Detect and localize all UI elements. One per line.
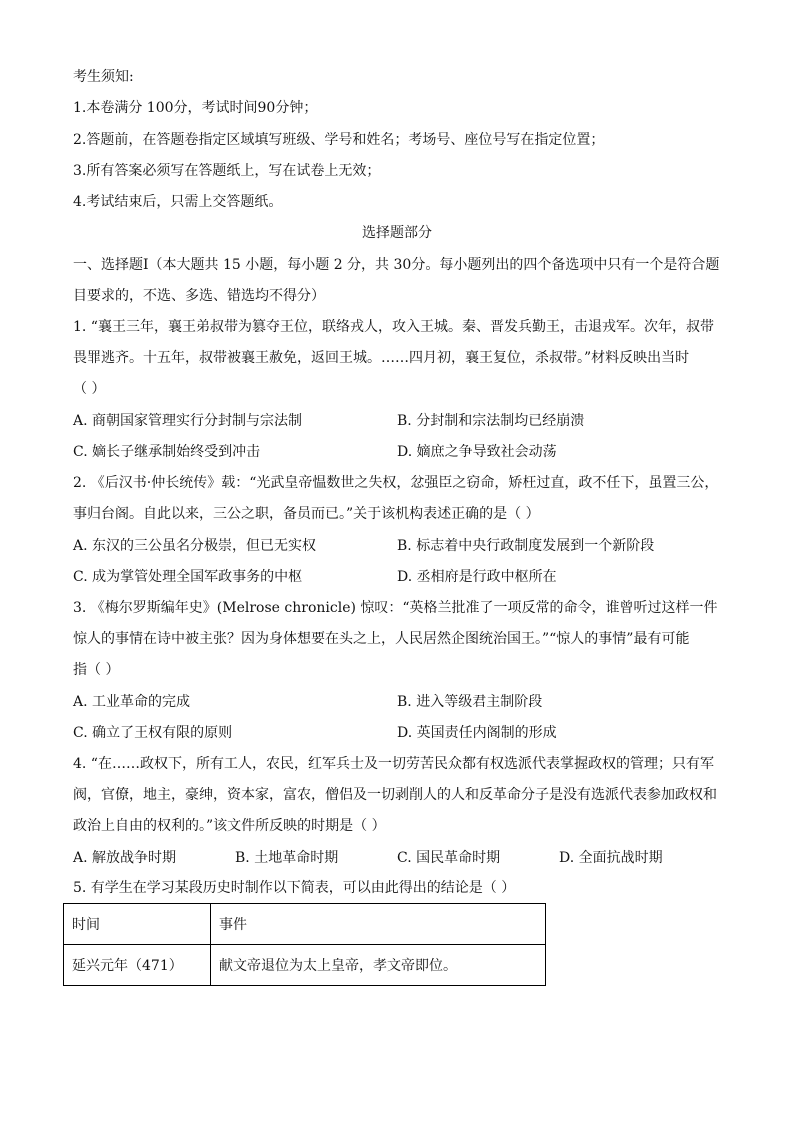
- question-1-blank: （ ）: [73, 381, 106, 397]
- notice-item: 1.本卷满分 100分，考试时间90分钟；: [73, 100, 318, 116]
- table-header-row: [64, 904, 546, 945]
- part-heading: 一、选择题Ⅰ（本大题共 15 小题，每小题 2 分，共 30分。每小题列出的四个备选项中只有一个是符合题: [73, 257, 720, 273]
- table-header-cell: 时间: [64, 904, 211, 945]
- question-3-text: 惊人的事情在诗中被主张？因为身体想要在头之上，人民居然企图统治国王。”“惊人的事情”最有可能: [73, 631, 690, 647]
- question-3-option-d[interactable]: D. 英国责任内阁制的形成: [397, 725, 557, 741]
- question-2-option-c[interactable]: C. 成为掌管处理全国军政事务的中枢: [73, 569, 303, 585]
- question-1-text: 1. “襄王三年，襄王弟叔带为篡夺王位，联络戎人，攻入王城。秦、晋发兵勤王，击退戎军。次年，叔带: [73, 319, 714, 335]
- question-4-text: 阀，官僚，地主，豪绅，资本家，富农，僧侣及一切剥削人的人和反革命分子是没有选派代表参加政权和: [73, 787, 717, 803]
- notice-title: 考生须知:: [73, 69, 134, 85]
- question-2-option-a[interactable]: A. 东汉的三公虽名分极崇，但已无实权: [73, 538, 317, 554]
- question-1-option-b[interactable]: B. 分封制和宗法制均已经崩溃: [397, 413, 585, 429]
- table-cell: 延兴元年（471）: [64, 945, 211, 986]
- question-2-text: 2. 《后汉书·仲长统传》载：“光武皇帝愠数世之失权，忿强臣之窃命，矫枉过直，政不任下，虽置三公，: [73, 475, 719, 491]
- question-3-text: 指（ ）: [73, 662, 120, 678]
- question-3-text: 3. 《梅尔罗斯编年史》(Melrose chronicle) 惊叹：“英格兰批准了一项反常的命令，谁曾听过这样一件: [73, 600, 718, 616]
- question-4-text: 政治上自由的权利的。”该文件所反映的时期是（ ）: [73, 818, 386, 834]
- notice-item: 3.所有答案必须写在答题纸上，写在试卷上无效；: [73, 163, 381, 179]
- question-3-option-c[interactable]: C. 确立了王权有限的原则: [73, 725, 233, 741]
- notice-item: 4.考试结束后，只需上交答题纸。: [73, 194, 283, 210]
- question-4-option-a[interactable]: A. 解放战争时期: [73, 850, 177, 866]
- history-table: [63, 903, 546, 986]
- question-5-text: 5. 有学生在学习某段历史时制作以下简表，可以由此得出的结论是（ ）: [73, 880, 516, 896]
- question-1-option-c[interactable]: C. 嫡长子继承制始终受到冲击: [73, 444, 261, 460]
- question-3-option-b[interactable]: B. 进入等级君主制阶段: [397, 694, 543, 710]
- question-1-option-a[interactable]: A. 商朝国家管理实行分封制与宗法制: [73, 413, 303, 429]
- question-1-option-d[interactable]: D. 嫡庶之争导致社会动荡: [397, 444, 557, 460]
- table-header-cell: 事件: [211, 904, 546, 945]
- part-heading: 目要求的，不选、多选、错选均不得分）: [73, 288, 325, 304]
- question-4-option-d[interactable]: D. 全面抗战时期: [559, 850, 663, 866]
- question-2-option-b[interactable]: B. 标志着中央行政制度发展到一个新阶段: [397, 538, 655, 554]
- table-cell: 献文帝退位为太上皇帝，孝文帝即位。: [211, 945, 546, 986]
- notice-item: 2.答题前，在答题卷指定区域填写班级、学号和姓名；考场号、座位号写在指定位置；: [73, 132, 605, 148]
- question-4-option-b[interactable]: B. 土地革命时期: [235, 850, 339, 866]
- table-row: [64, 945, 546, 986]
- section-title: 选择题部分: [362, 225, 432, 241]
- question-4-text: 4. “在……政权下，所有工人，农民，红军兵士及一切劳苦民众都有权选派代表掌握政权的管理；只有军: [73, 756, 714, 772]
- question-2-text: 事归台阁。自此以来，三公之职，备员而已。”关于该机构表述正确的是（ ）: [73, 506, 540, 522]
- question-2-option-d[interactable]: D. 丞相府是行政中枢所在: [397, 569, 557, 585]
- question-1-text: 畏罪逃齐。十五年，叔带被襄王赦免，返回王城。……四月初，襄王复位，杀叔带。”材料反映出当时: [73, 350, 690, 366]
- question-3-option-a[interactable]: A. 工业革命的完成: [73, 694, 191, 710]
- question-4-option-c[interactable]: C. 国民革命时期: [397, 850, 501, 866]
